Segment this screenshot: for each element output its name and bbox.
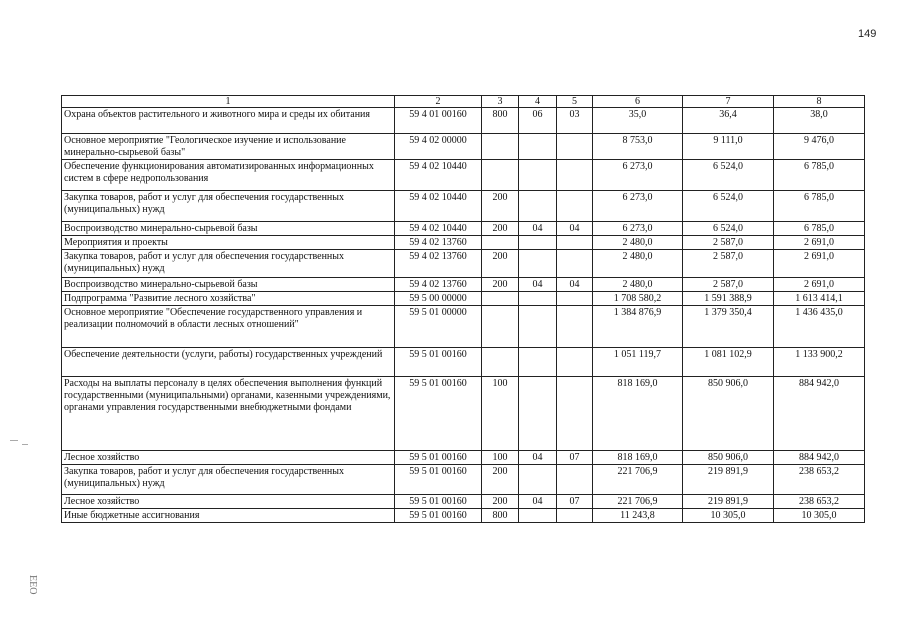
row-name-cell: Лесное хозяйство: [62, 495, 395, 509]
expense-type-cell: [482, 348, 519, 377]
year3-amount-cell: 238 653,2: [774, 495, 865, 509]
subsection-cell: [557, 509, 593, 523]
subsection-cell: [557, 134, 593, 160]
year1-amount-cell: 2 480,0: [593, 278, 683, 292]
target-code-cell: 59 5 01 00160: [395, 377, 482, 451]
row-name-cell: Охрана объектов растительного и животного мира и среды их обитания: [62, 108, 395, 134]
section-cell: [519, 191, 557, 222]
subsection-cell: 04: [557, 222, 593, 236]
table-row: [62, 134, 865, 160]
row-name-cell: Подпрограмма "Развитие лесного хозяйства": [62, 292, 395, 306]
header-cell: 2: [395, 96, 482, 108]
year1-amount-cell: 1 384 876,9: [593, 306, 683, 348]
target-code-cell: 59 5 01 00160: [395, 509, 482, 523]
expense-type-cell: 100: [482, 451, 519, 465]
expense-type-cell: [482, 236, 519, 250]
header-cell: 4: [519, 96, 557, 108]
subsection-cell: [557, 160, 593, 191]
subsection-cell: [557, 236, 593, 250]
expense-type-cell: 100: [482, 377, 519, 451]
row-name-cell: Мероприятия и проекты: [62, 236, 395, 250]
header-cell: 1: [62, 96, 395, 108]
year2-amount-cell: 1 379 350,4: [683, 306, 774, 348]
table-row: [62, 495, 865, 509]
target-code-cell: 59 4 01 00160: [395, 108, 482, 134]
expense-type-cell: 200: [482, 222, 519, 236]
year2-amount-cell: 2 587,0: [683, 278, 774, 292]
subsection-cell: [557, 250, 593, 278]
table-row: [62, 278, 865, 292]
year2-amount-cell: 1 081 102,9: [683, 348, 774, 377]
subsection-cell: [557, 377, 593, 451]
row-name-cell: Иные бюджетные ассигнования: [62, 509, 395, 523]
row-name-cell: Воспроизводство минерально-сырьевой базы: [62, 278, 395, 292]
year3-amount-cell: 10 305,0: [774, 509, 865, 523]
row-name-cell: Закупка товаров, работ и услуг для обеспечения государственных (муниципальных) нужд: [62, 191, 395, 222]
target-code-cell: 59 5 00 00000: [395, 292, 482, 306]
year2-amount-cell: 219 891,9: [683, 495, 774, 509]
year1-amount-cell: 6 273,0: [593, 160, 683, 191]
section-cell: 06: [519, 108, 557, 134]
year1-amount-cell: 6 273,0: [593, 222, 683, 236]
target-code-cell: 59 5 01 00160: [395, 451, 482, 465]
header-cell: 6: [593, 96, 683, 108]
section-cell: 04: [519, 451, 557, 465]
section-cell: 04: [519, 495, 557, 509]
margin-tick: [10, 440, 18, 441]
target-code-cell: 59 5 01 00160: [395, 495, 482, 509]
year1-amount-cell: 2 480,0: [593, 250, 683, 278]
table-row: [62, 160, 865, 191]
target-code-cell: 59 4 02 10440: [395, 222, 482, 236]
expense-type-cell: 800: [482, 509, 519, 523]
row-name-cell: Обеспечение деятельности (услуги, работы) государственных учреждений: [62, 348, 395, 377]
year2-amount-cell: 1 591 388,9: [683, 292, 774, 306]
margin-mark: ЕЕО: [27, 575, 38, 595]
expense-type-cell: 200: [482, 278, 519, 292]
row-name-cell: Расходы на выплаты персоналу в целях обеспечения выполнения функций государственными (муниципальными) органами, казенными учреждениями, органами управления государственными внебюджетными фондами: [62, 377, 395, 451]
margin-tick: [22, 444, 28, 445]
table-row: [62, 191, 865, 222]
expense-type-cell: 200: [482, 495, 519, 509]
year2-amount-cell: 10 305,0: [683, 509, 774, 523]
section-cell: 04: [519, 278, 557, 292]
section-cell: [519, 509, 557, 523]
target-code-cell: 59 4 02 13760: [395, 278, 482, 292]
section-cell: 04: [519, 222, 557, 236]
table-row: [62, 108, 865, 134]
section-cell: [519, 306, 557, 348]
target-code-cell: 59 5 01 00000: [395, 306, 482, 348]
subsection-cell: [557, 191, 593, 222]
year3-amount-cell: 9 476,0: [774, 134, 865, 160]
year1-amount-cell: 1 051 119,7: [593, 348, 683, 377]
target-code-cell: 59 4 02 13760: [395, 236, 482, 250]
section-cell: [519, 348, 557, 377]
row-name-cell: Воспроизводство минерально-сырьевой базы: [62, 222, 395, 236]
target-code-cell: 59 4 02 13760: [395, 250, 482, 278]
year3-amount-cell: 6 785,0: [774, 160, 865, 191]
year3-amount-cell: 238 653,2: [774, 465, 865, 495]
expense-type-cell: 200: [482, 250, 519, 278]
year1-amount-cell: 11 243,8: [593, 509, 683, 523]
year2-amount-cell: 850 906,0: [683, 377, 774, 451]
year3-amount-cell: 1 436 435,0: [774, 306, 865, 348]
target-code-cell: 59 5 01 00160: [395, 465, 482, 495]
row-name-cell: Закупка товаров, работ и услуг для обеспечения государственных (муниципальных) нужд: [62, 250, 395, 278]
year2-amount-cell: 6 524,0: [683, 160, 774, 191]
year2-amount-cell: 9 111,0: [683, 134, 774, 160]
expense-type-cell: [482, 292, 519, 306]
table-row: [62, 465, 865, 495]
year2-amount-cell: 2 587,0: [683, 236, 774, 250]
section-cell: [519, 465, 557, 495]
subsection-cell: 04: [557, 278, 593, 292]
year1-amount-cell: 8 753,0: [593, 134, 683, 160]
year1-amount-cell: 818 169,0: [593, 377, 683, 451]
year2-amount-cell: 850 906,0: [683, 451, 774, 465]
row-name-cell: Основное мероприятие "Геологическое изучение и использование минерально-сырьевой базы": [62, 134, 395, 160]
year1-amount-cell: 6 273,0: [593, 191, 683, 222]
year3-amount-cell: 884 942,0: [774, 377, 865, 451]
table-row: [62, 292, 865, 306]
section-cell: [519, 134, 557, 160]
row-name-cell: Лесное хозяйство: [62, 451, 395, 465]
year2-amount-cell: 219 891,9: [683, 465, 774, 495]
table-row: [62, 451, 865, 465]
section-cell: [519, 377, 557, 451]
target-code-cell: 59 4 02 10440: [395, 191, 482, 222]
year3-amount-cell: 2 691,0: [774, 250, 865, 278]
target-code-cell: 59 5 01 00160: [395, 348, 482, 377]
table-row: [62, 306, 865, 348]
year1-amount-cell: 2 480,0: [593, 236, 683, 250]
row-name-cell: Обеспечение функционирования автоматизированных информационных систем в сфере недропользования: [62, 160, 395, 191]
expense-type-cell: 200: [482, 191, 519, 222]
section-cell: [519, 236, 557, 250]
year1-amount-cell: 221 706,9: [593, 495, 683, 509]
year1-amount-cell: 221 706,9: [593, 465, 683, 495]
table-row: [62, 509, 865, 523]
year3-amount-cell: 6 785,0: [774, 222, 865, 236]
table-header-row: [62, 96, 865, 108]
budget-table: [61, 95, 865, 523]
year3-amount-cell: 6 785,0: [774, 191, 865, 222]
subsection-cell: [557, 348, 593, 377]
table-row: [62, 250, 865, 278]
table-row: [62, 236, 865, 250]
target-code-cell: 59 4 02 10440: [395, 160, 482, 191]
page-number: 149: [858, 28, 877, 40]
table-row: [62, 348, 865, 377]
year1-amount-cell: 35,0: [593, 108, 683, 134]
budget-table-body: [62, 96, 865, 523]
section-cell: [519, 250, 557, 278]
subsection-cell: 03: [557, 108, 593, 134]
year1-amount-cell: 818 169,0: [593, 451, 683, 465]
row-name-cell: Закупка товаров, работ и услуг для обеспечения государственных (муниципальных) нужд: [62, 465, 395, 495]
year3-amount-cell: 2 691,0: [774, 236, 865, 250]
section-cell: [519, 292, 557, 306]
section-cell: [519, 160, 557, 191]
year2-amount-cell: 2 587,0: [683, 250, 774, 278]
header-cell: 8: [774, 96, 865, 108]
expense-type-cell: [482, 160, 519, 191]
expense-type-cell: [482, 134, 519, 160]
year3-amount-cell: 1 613 414,1: [774, 292, 865, 306]
table-row: [62, 377, 865, 451]
year2-amount-cell: 36,4: [683, 108, 774, 134]
year3-amount-cell: 1 133 900,2: [774, 348, 865, 377]
subsection-cell: 07: [557, 495, 593, 509]
expense-type-cell: 800: [482, 108, 519, 134]
subsection-cell: [557, 465, 593, 495]
header-cell: 5: [557, 96, 593, 108]
expense-type-cell: [482, 306, 519, 348]
target-code-cell: 59 4 02 00000: [395, 134, 482, 160]
subsection-cell: [557, 292, 593, 306]
year1-amount-cell: 1 708 580,2: [593, 292, 683, 306]
header-cell: 7: [683, 96, 774, 108]
year2-amount-cell: 6 524,0: [683, 191, 774, 222]
year2-amount-cell: 6 524,0: [683, 222, 774, 236]
year3-amount-cell: 38,0: [774, 108, 865, 134]
expense-type-cell: 200: [482, 465, 519, 495]
row-name-cell: Основное мероприятие "Обеспечение государственного управления и реализации полномочий в области лесных отношений": [62, 306, 395, 348]
header-cell: 3: [482, 96, 519, 108]
table-row: [62, 222, 865, 236]
subsection-cell: [557, 306, 593, 348]
year3-amount-cell: 2 691,0: [774, 278, 865, 292]
year3-amount-cell: 884 942,0: [774, 451, 865, 465]
subsection-cell: 07: [557, 451, 593, 465]
